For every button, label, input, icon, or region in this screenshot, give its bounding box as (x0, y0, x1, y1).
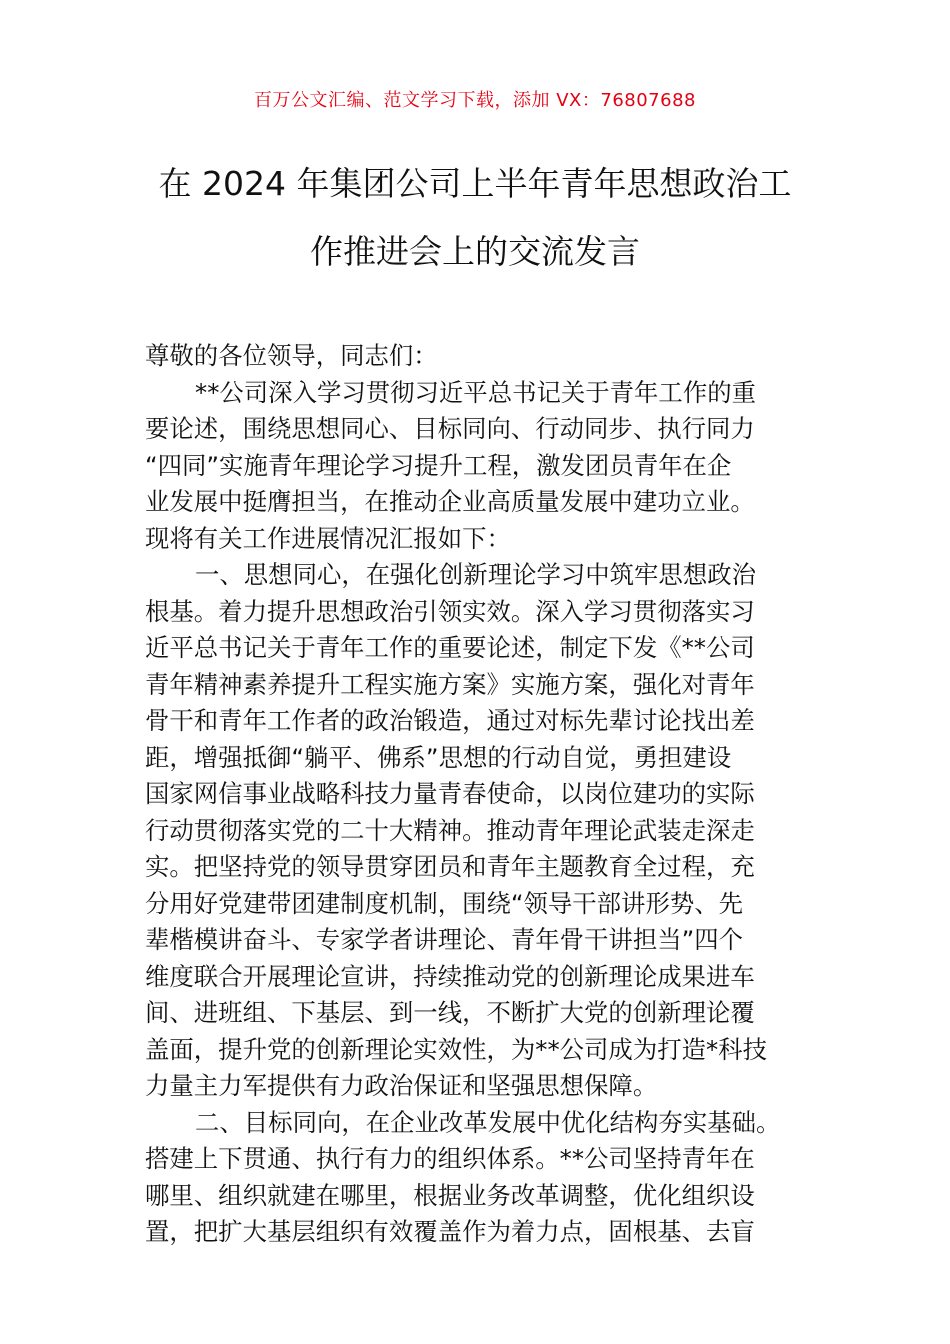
body-line: 行动贯彻落实党的二十大精神。推动青年理论武装走深走 (145, 815, 755, 845)
document-title (130, 150, 820, 286)
section-heading-2: 二、目标同向，在企业改革发展中优化结构夯实基础。 (195, 1107, 781, 1137)
body-line: **公司深入学习贯彻习近平总书记关于青年工作的重 (195, 377, 756, 407)
title-line-2: 作推进会上的交流发言 (310, 232, 640, 271)
body-line: 力量主力军提供有力政治保证和坚强思想保障。 (145, 1071, 658, 1100)
body-line: 距，增强抵御“躺平、佛系”思想的行动自觉，勇担建设 (145, 742, 732, 772)
body-line: 分用好党建带团建制度机制，围绕“领导干部讲形势、先 (145, 888, 744, 918)
body-line: 要论述，围绕思想同心、目标同向、行动同步、执行同力 (145, 414, 755, 443)
body-line: 哪里、组织就建在哪里，根据业务改革调整，优化组织设 (145, 1180, 755, 1210)
title-line-1: 在 2024 年集团公司上半年青年思想政治工 (158, 164, 792, 203)
section-heading-1: 一、思想同心，在强化创新理论学习中筑牢思想政治 (195, 560, 756, 589)
body-line: 间、进班组、下基层、到一线，不断扩大党的创新理论覆 (145, 998, 755, 1027)
body-line: 辈楷模讲奋斗、专家学者讲理论、青年骨干讲担当”四个 (145, 925, 744, 954)
body-line: 现将有关工作进展情况汇报如下： (145, 523, 511, 553)
body-line: 骨干和青年工作者的政治锻造，通过对标先辈讨论找出差 (145, 706, 755, 735)
body-line: 国家网信事业战略科技力量青春使命，以岗位建功的实际 (145, 779, 755, 808)
header-watermark-note: 百万公文汇编、范文学习下载，添加 VX：76807688 (254, 90, 696, 111)
body-line: 近平总书记关于青年工作的重要论述，制定下发《**公司 (145, 633, 755, 662)
body-line: 置，把扩大基层组织有效覆盖作为着力点，固根基、去盲 (145, 1217, 755, 1246)
body-line: 实。把坚持党的领导贯穿团员和青年主题教育全过程，充 (145, 852, 755, 881)
body-line: 业发展中挺膺担当，在推动企业高质量发展中建功立业。 (145, 487, 755, 516)
document-body (145, 338, 835, 1251)
body-line: 维度联合开展理论宣讲，持续推动党的创新理论成果进车 (145, 961, 755, 991)
body-line: “四同”实施青年理论学习提升工程，激发团员青年在企 (145, 450, 732, 480)
body-line: 青年精神素养提升工程实施方案》实施方案，强化对青年 (145, 669, 755, 699)
body-line: 盖面，提升党的创新理论实效性，为**公司成为打造*科技 (145, 1034, 767, 1064)
salutation: 尊敬的各位领导，同志们： (145, 341, 438, 370)
body-line: 搭建上下贯通、执行有力的组织体系。**公司坚持青年在 (145, 1144, 755, 1173)
body-line: 根基。着力提升思想政治引领实效。深入学习贯彻落实习 (145, 596, 755, 626)
